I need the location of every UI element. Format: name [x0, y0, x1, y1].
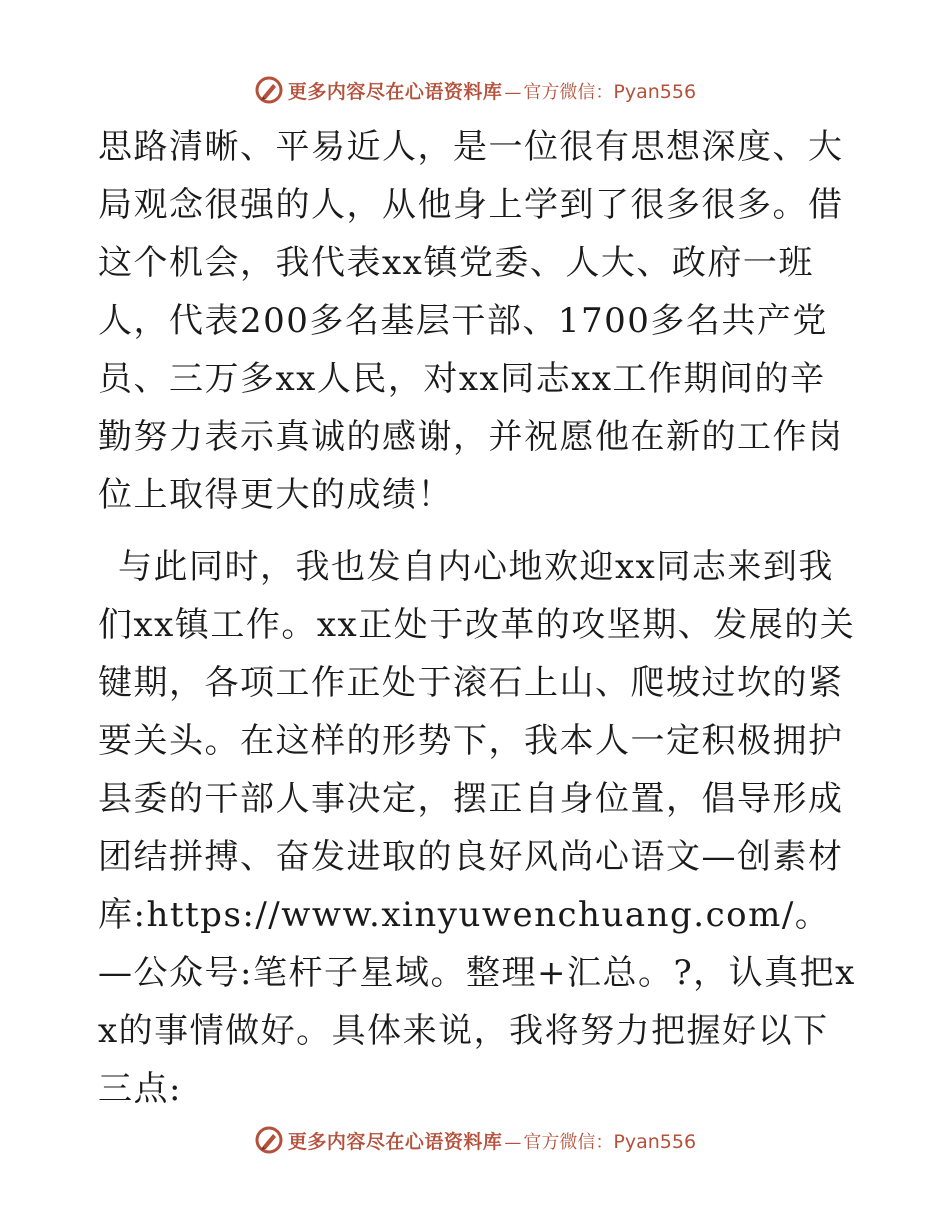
- footer-banner: [0, 1120, 950, 1160]
- pen-logo-icon: [254, 1125, 284, 1155]
- header-wechat-id: Pyan556: [613, 80, 697, 103]
- footer-dash: —: [504, 1132, 522, 1153]
- header-text: [288, 77, 696, 104]
- header-brand: 更多内容尽在心语资料库: [287, 80, 503, 103]
- footer-wechat-id: Pyan556: [613, 1130, 697, 1153]
- header-wechat-label: 官方微信：: [523, 81, 614, 103]
- header-dash: —: [504, 82, 522, 103]
- document-body: [98, 118, 858, 1118]
- paragraph-1: 思路清晰、平易近人，是一位很有思想深度、大局观念很强的人，从他身上学到了很多很多。借这个机会，我代表xx镇党委、人大、政府一班人，代表200多名基层干部、1700多名共产党员、三万多xx人民，对xx同志xx工作期间的辛勤努力表示真诚的感谢，并祝愿他在新的工作岗位上取得更大的成绩！: [98, 127, 844, 515]
- footer-wechat-label: 官方微信：: [523, 1131, 614, 1153]
- pen-logo-icon: [254, 75, 284, 105]
- paragraph-2: 与此同时，我也发自内心地欢迎xx同志来到我们xx镇工作。xx正处于改革的攻坚期、发展的关键期，各项工作正处于滚石上山、爬坡过坎的紧要关头。在这样的形势下，我本人一定积极拥护县委的干部人事决定，摆正自身位置，倡导形成团结拼搏、奋发进取的良好风尚心语文—创素材库:https://www.xinyuwenchuang.com/。—公众号:笔杆子星域。整理+汇总。?，认真把xx的事情做好。具体来说，我将努力把握好以下三点:: [98, 547, 856, 1109]
- footer-brand: 更多内容尽在心语资料库: [287, 1130, 503, 1153]
- header-banner: [0, 70, 950, 110]
- footer-text: [288, 1127, 696, 1154]
